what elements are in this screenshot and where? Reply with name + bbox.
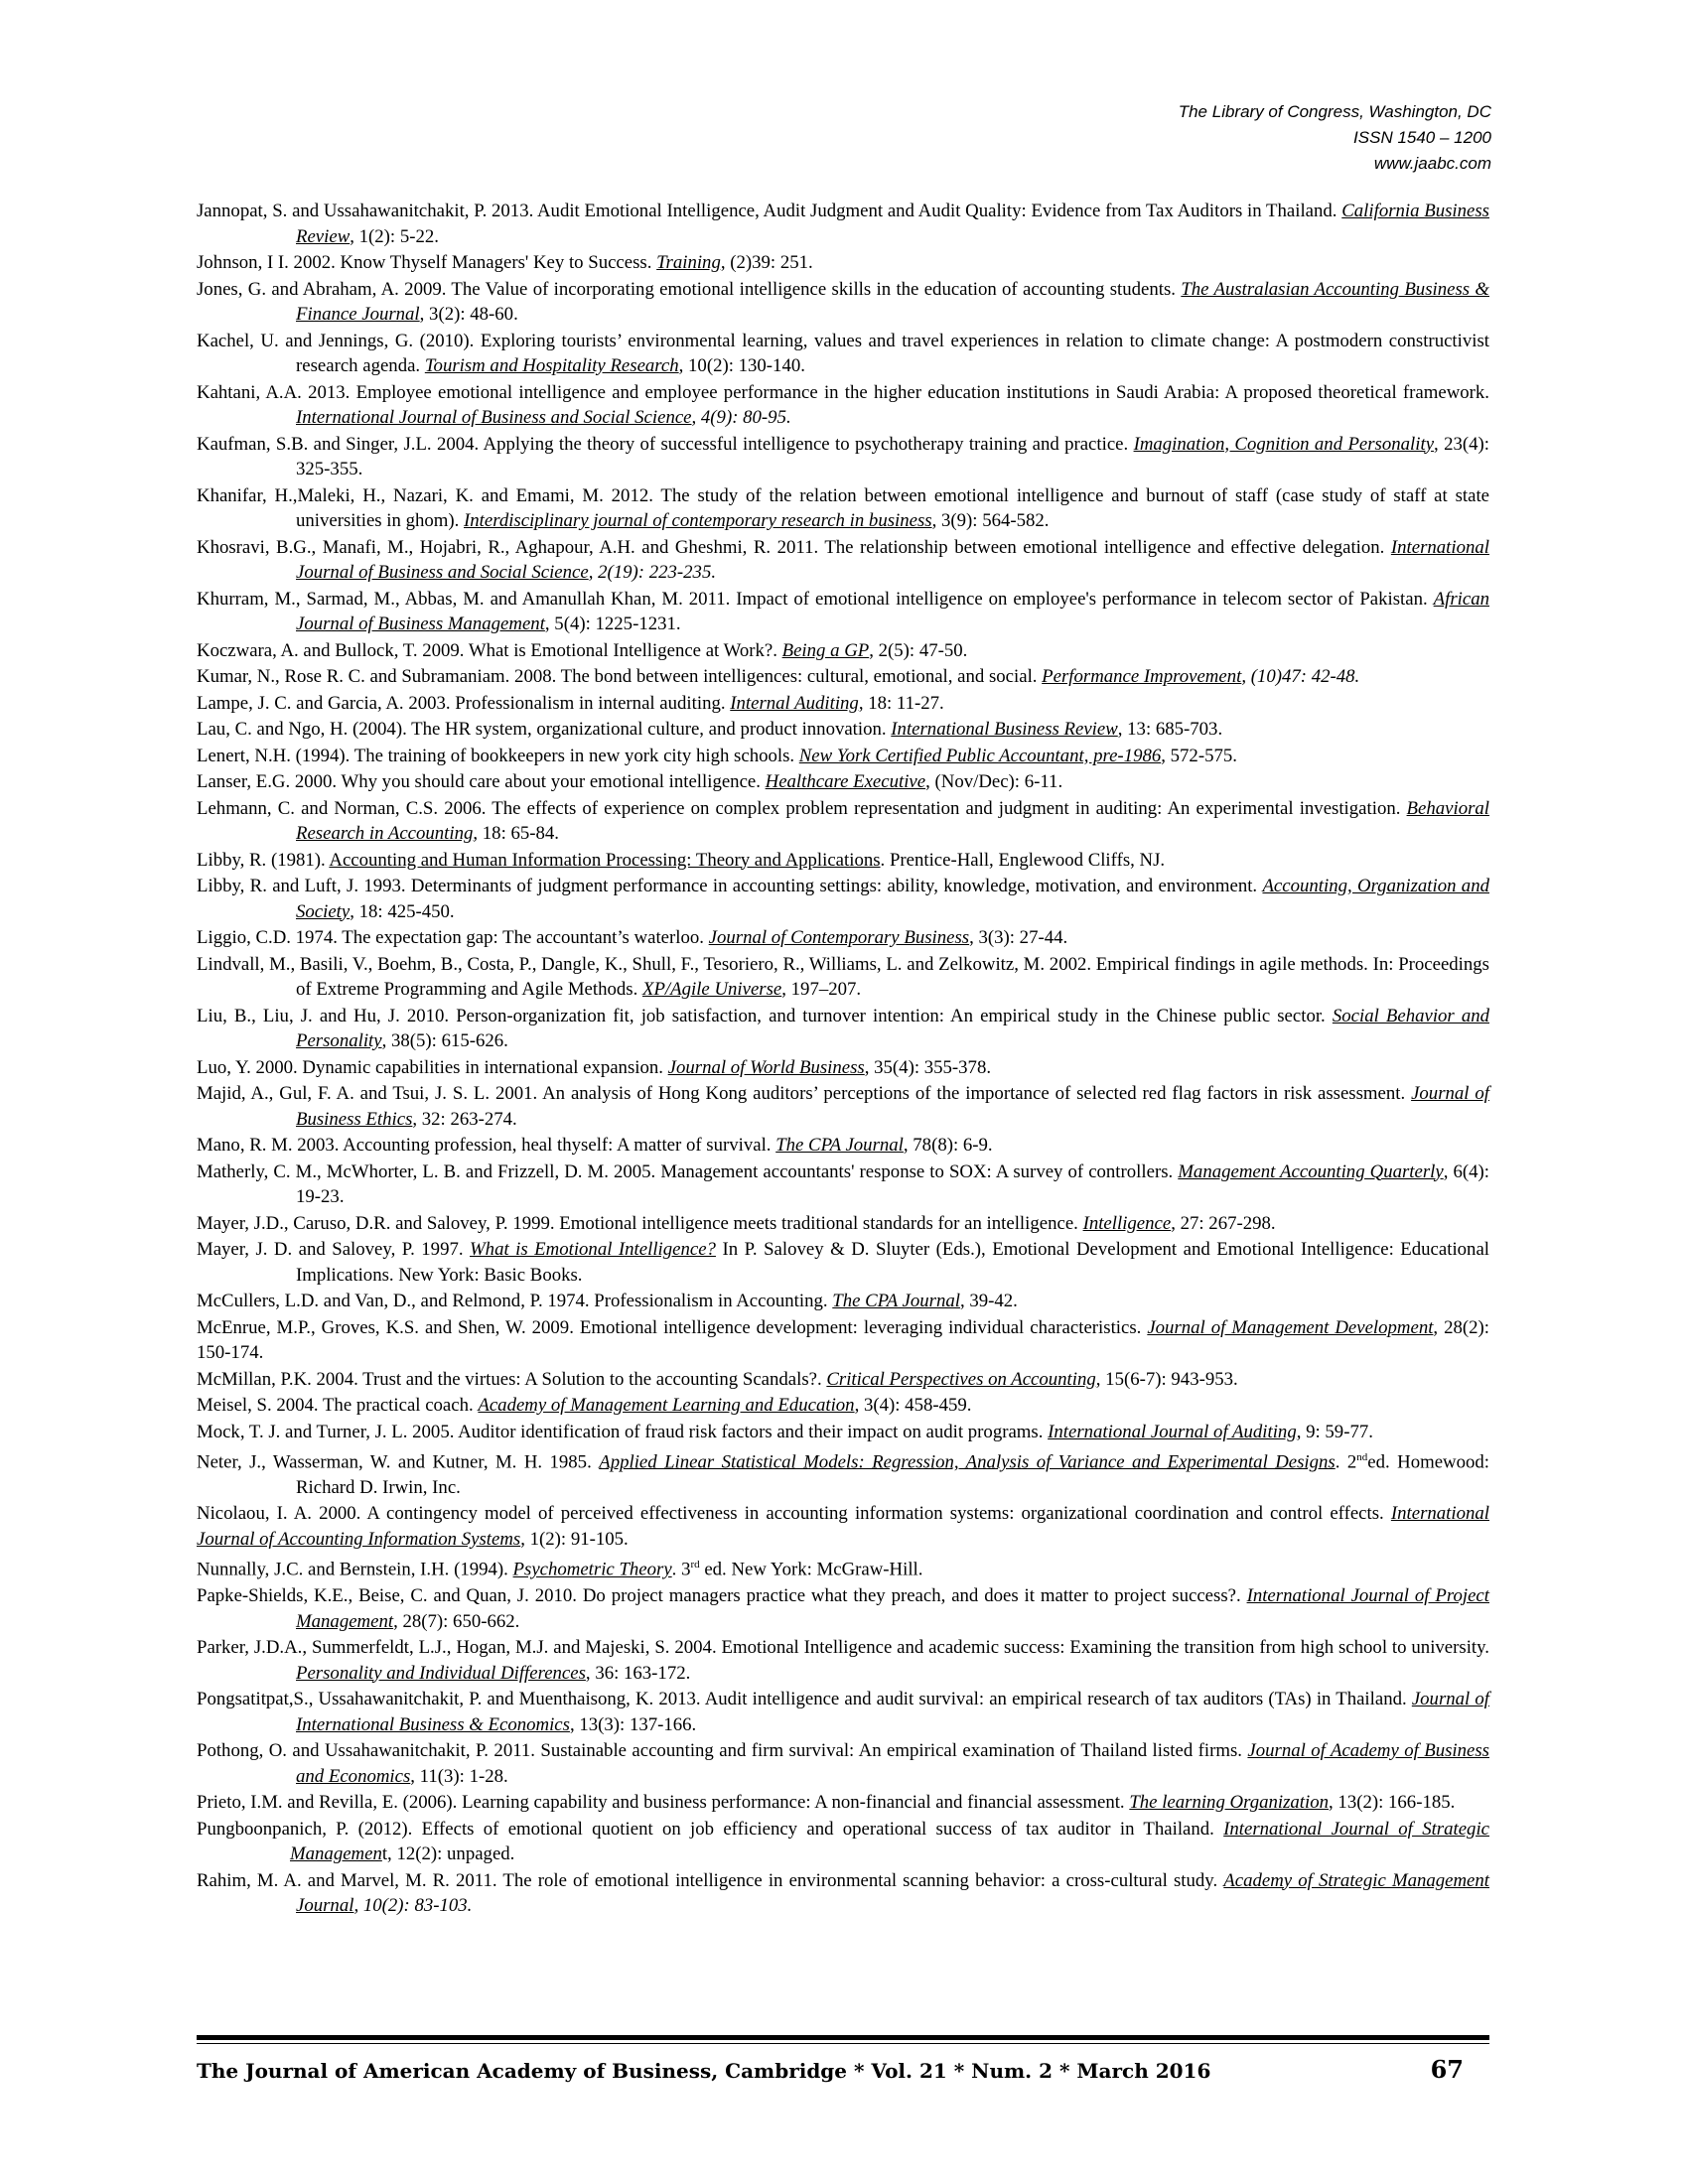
reference-volume-pages: , 5(4): 1225-1231.: [544, 614, 681, 634]
reference-volume-pages: , 2(5): 47-50.: [869, 639, 968, 661]
footer-rule-thick: [197, 2035, 1489, 2040]
reference-citation: Kachel, U. and Jennings, G. (2010). Exploring tourists’ environmental learning, values and travel experiences in relation to climate change: A postmodern constructivist research agenda.: [197, 330, 1489, 376]
reference-publisher: ed. Homewood: Richard D. Irwin, Inc.: [296, 1451, 1489, 1498]
reference-source-title: Academy of Management Learning and Education: [478, 1395, 855, 1416]
reference-entry: [197, 1583, 1489, 1634]
reference-volume-pages: , 18: 425-450.: [350, 900, 455, 922]
reference-entry: [197, 1133, 1489, 1159]
reference-entry: [197, 1635, 1489, 1686]
reference-volume-pages: . 3: [671, 1559, 691, 1580]
reference-entry: [197, 691, 1489, 717]
reference-entry: [197, 277, 1489, 328]
reference-citation: Neter, J., Wasserman, W. and Kutner, M. H. 1985.: [197, 1451, 600, 1473]
reference-volume-pages: , 36: 163-172.: [585, 1662, 691, 1684]
reference-citation: Khosravi, B.G., Manafi, M., Hojabri, R., Aghapour, A.H. and Gheshmi, R. 2011. The relationship between emotional intelligence and effective delegation.: [197, 536, 1391, 558]
reference-citation: Jones, G. and Abraham, A. 2009. The Value of incorporating emotional intelligence skills in the education of accounting students.: [197, 278, 1182, 300]
reference-entry: [197, 1790, 1489, 1816]
reference-volume-pages: , 3(3): 27-44.: [969, 927, 1068, 948]
reference-entry: [197, 1289, 1489, 1314]
reference-citation: Pothong, O. and Ussahawanitchakit, P. 2011. Sustainable accounting and firm survival: An empirical examination of Thailand listed firms.: [197, 1740, 1248, 1762]
reference-citation: Pongsatitpat,S., Ussahawanitchakit, P. and Muenthaisong, K. 2013. Audit intelligence and audit survival: an empirical research of tax auditors (TAs) in Thailand.: [197, 1689, 1412, 1710]
reference-citation: Pungboonpanich, P. (2012). Effects of emotional quotient on job efficiency and operational success of tax auditor in Thailand.: [197, 1818, 1224, 1840]
reference-source-title: Interdisciplinary journal of contemporary research in business: [464, 510, 932, 531]
reference-citation: Libby, R. (1981).: [197, 849, 330, 871]
reference-volume-pages: t, 12(2): unpaged.: [381, 1843, 515, 1865]
reference-entry: [197, 1501, 1489, 1552]
reference-source-title: Behavioral Research in Accounting: [296, 797, 1489, 844]
reference-source-title: Imagination, Cognition and Personality: [1133, 433, 1435, 455]
reference-entry: [197, 848, 1489, 874]
reference-source-title: Being a GP: [781, 639, 870, 661]
reference-list: [197, 199, 1489, 1920]
reference-volume-pages: , (Nov/Dec): 6-11.: [925, 771, 1063, 792]
reference-citation: McCullers, L.D. and Van, D., and Relmond, P. 1974. Professionalism in Accounting.: [197, 1291, 833, 1311]
reference-volume-pages: , 4(9): 80-95.: [691, 407, 791, 428]
reference-entry: [197, 717, 1489, 743]
reference-volume-pages: , 1(2): 91-105.: [520, 1528, 629, 1550]
reference-volume-pages: , 3(4): 458-459.: [854, 1395, 972, 1416]
reference-citation: McMillan, P.K. 2004. Trust and the virtues: A Solution to the accounting Scandals?.: [197, 1368, 827, 1390]
reference-entry: [197, 587, 1489, 637]
reference-entry: [197, 1081, 1489, 1132]
header-issn: ISSN 1540 – 1200: [1353, 128, 1491, 147]
reference-entry: [197, 329, 1489, 379]
reference-volume-pages: , 28(2): 150-174.: [197, 1316, 1489, 1363]
reference-source-title: New York Certified Public Accountant, pre-1986: [798, 745, 1162, 766]
reference-volume-pages: , 32: 263-274.: [412, 1108, 517, 1130]
reference-citation: Mano, R. M. 2003. Accounting profession, heal thyself: A matter of survival.: [197, 1135, 776, 1156]
reference-source-title: The Australasian Accounting Business & Finance Journal: [296, 278, 1489, 325]
reference-citation: Meisel, S. 2004. The practical coach.: [197, 1395, 479, 1416]
reference-citation: Lau, C. and Ngo, H. (2004). The HR system, organizational culture, and product innovation.: [197, 719, 892, 740]
reference-citation: Khanifar, H.,Maleki, H., Nazari, K. and Emami, M. 2012. The study of the relation between emotional intelligence and burnout of staff (case study of staff at state universities in ghom).: [197, 484, 1489, 531]
reference-citation: Kaufman, S.B. and Singer, J.L. 2004. Applying the theory of successful intelligence to psychotherapy training and practice.: [197, 433, 1134, 455]
reference-volume-pages: , 18: 65-84.: [473, 823, 559, 844]
reference-source-title: The learning Organization: [1129, 1792, 1330, 1814]
reference-volume-pages: , 10(2): 130-140.: [678, 355, 805, 376]
reference-entry: [197, 535, 1489, 586]
reference-source-title: Journal of Academy of Business and Economics: [296, 1740, 1489, 1787]
reference-citation: Kumar, N., Rose R. C. and Subramaniam. 2008. The bond between intelligences: cultural, emotional, and social.: [197, 666, 1043, 687]
reference-entry: [197, 1393, 1489, 1419]
reference-volume-pages: , (10)47: 42-48.: [1241, 666, 1360, 687]
reference-citation: Mayer, J. D. and Salovey, P. 1997.: [197, 1239, 471, 1260]
reference-source-title: International Journal of Strategic Managemen: [290, 1818, 1489, 1865]
reference-volume-pages: , 13(3): 137-166.: [569, 1713, 697, 1735]
reference-volume-pages: In P. Salovey & D. Sluyter (Eds.), Emotional Development and Emotional Intelligence: Educational Implications. New York: Basic Books.: [296, 1239, 1489, 1286]
reference-entry: [197, 796, 1489, 847]
reference-entry: [197, 1445, 1489, 1500]
reference-source-title: Journal of International Business & Economics: [296, 1689, 1490, 1735]
reference-citation: Lanser, E.G. 2000. Why you should care about your emotional intelligence.: [197, 771, 766, 792]
reference-citation: Liggio, C.D. 1974. The expectation gap: The accountant’s waterloo.: [197, 927, 709, 948]
footer-journal-info: The Journal of American Academy of Business, Cambridge * Vol. 21 * Num. 2 * March 2016: [197, 2059, 1211, 2083]
reference-citation: Koczwara, A. and Bullock, T. 2009. What is Emotional Intelligence at Work?.: [197, 639, 782, 661]
reference-entry: [197, 925, 1489, 951]
reference-volume-pages: . 2: [1335, 1451, 1357, 1473]
reference-entry: [197, 250, 1489, 276]
reference-entry: [197, 1817, 1489, 1867]
reference-entry: [197, 380, 1489, 431]
reference-source-title: Accounting and Human Information Processing: Theory and Applications: [329, 849, 881, 871]
reference-citation: McEnrue, M.P., Groves, K.S. and Shen, W. 2009. Emotional intelligence development: leveraging individual characteristics.: [197, 1316, 1148, 1338]
reference-volume-pages: , 15(6-7): 943-953.: [1095, 1368, 1238, 1390]
reference-citation: Lenert, N.H. (1994). The training of bookkeepers in new york city high schools.: [197, 745, 799, 766]
edition-superscript: rd: [690, 1559, 700, 1571]
reference-source-title: Journal of World Business: [667, 1056, 865, 1078]
reference-source-title: International Journal of Accounting Information Systems: [197, 1503, 1489, 1550]
reference-citation: Parker, J.D.A., Summerfeldt, L.J., Hogan, M.J. and Majeski, S. 2004. Emotional Intelligence and academic success: Examining the transition from high school to university.: [197, 1637, 1489, 1659]
reference-source-title: Journal of Contemporary Business: [708, 927, 970, 948]
reference-source-title: Critical Perspectives on Accounting: [826, 1368, 1096, 1390]
reference-citation: Kahtani, A.A. 2013. Employee emotional intelligence and employee performance in the higher education institutions in Saudi Arabia: A proposed theoretical framework.: [197, 381, 1489, 403]
reference-citation: Lindvall, M., Basili, V., Boehm, B., Costa, P., Dangle, K., Shull, F., Tesoriero, R., Williams, L. and Zelkowitz, M. 2002. Empirical findings in agile methods. In: Proceedings of Extreme Programming and Agile Methods.: [197, 953, 1489, 1000]
reference-citation: Matherly, C. M., McWhorter, L. B. and Frizzell, D. M. 2005. Management accountants' response to SOX: A survey of controllers.: [197, 1160, 1179, 1182]
running-header: [896, 99, 1491, 177]
reference-entry: [197, 1553, 1489, 1582]
reference-entry: [197, 952, 1489, 1003]
reference-publisher: ed. New York: McGraw-Hill.: [699, 1559, 923, 1580]
reference-citation: Liu, B., Liu, J. and Hu, J. 2010. Person-organization fit, job satisfaction, and turnover intention: An empirical study in the Chinese public sector.: [197, 1005, 1333, 1026]
reference-source-title: California Business Review: [296, 201, 1489, 247]
reference-citation: Mayer, J.D., Caruso, D.R. and Salovey, P. 1999. Emotional intelligence meets traditional standards for an intelligence.: [197, 1212, 1083, 1234]
reference-entry: [197, 1237, 1489, 1288]
reference-entry: [197, 1868, 1489, 1919]
reference-source-title: What is Emotional Intelligence?: [470, 1239, 716, 1260]
reference-entry: [197, 664, 1489, 690]
reference-source-title: Journal of Business Ethics: [296, 1083, 1490, 1130]
reference-entry: [197, 432, 1489, 482]
reference-volume-pages: , 9: 59-77.: [1296, 1421, 1373, 1442]
reference-volume-pages: , 3(9): 564-582.: [931, 510, 1050, 531]
reference-volume-pages: , 28(7): 650-662.: [393, 1610, 520, 1632]
reference-source-title: Accounting, Organization and Society: [296, 876, 1489, 922]
reference-volume-pages: , 38(5): 615-626.: [381, 1030, 508, 1051]
reference-source-title: African Journal of Business Management: [296, 588, 1489, 634]
reference-source-title: Internal Auditing: [730, 692, 859, 714]
reference-volume-pages: , 39-42.: [959, 1291, 1018, 1311]
reference-source-title: Intelligence: [1082, 1212, 1172, 1234]
reference-citation: Lampe, J. C. and Garcia, A. 2003. Professionalism in internal auditing.: [197, 692, 731, 714]
reference-volume-pages: , 3(2): 48-60.: [419, 304, 518, 325]
reference-entry: [197, 199, 1489, 249]
reference-source-title: Applied Linear Statistical Models: Regression, Analysis of Variance and Experimental Designs: [599, 1451, 1336, 1473]
reference-source-title: Personality and Individual Differences: [296, 1662, 586, 1684]
reference-source-title: Academy of Strategic Management Journal: [296, 1869, 1490, 1917]
reference-volume-pages: , 1(2): 5-22.: [350, 225, 439, 247]
reference-source-title: Healthcare Executive: [765, 771, 926, 792]
page-number: 67: [1430, 2055, 1464, 2084]
reference-source-title: International Business Review: [891, 719, 1118, 740]
footer-rule-thin: [197, 2043, 1489, 2044]
reference-entry: [197, 1211, 1489, 1237]
reference-source-title: Training: [656, 252, 721, 273]
reference-citation: Lehmann, C. and Norman, C.S. 2006. The effects of experience on complex problem representation and judgment in auditing: An experimental investigation.: [197, 797, 1407, 819]
reference-source-title: Psychometric Theory: [512, 1559, 672, 1580]
reference-citation: Johnson, I I. 2002. Know Thyself Managers' Key to Success.: [197, 252, 657, 273]
reference-volume-pages: . Prentice-Hall, Englewood Cliffs, NJ.: [880, 849, 1166, 871]
reference-source-title: Tourism and Hospitality Research: [424, 355, 679, 376]
reference-entry: [197, 1367, 1489, 1393]
reference-entry: [197, 638, 1489, 664]
page-footer: [197, 2055, 1489, 2091]
reference-entry: [197, 769, 1489, 795]
reference-volume-pages: , 572-575.: [1161, 745, 1237, 766]
reference-volume-pages: , 2(19): 223-235.: [588, 562, 717, 583]
reference-citation: Nicolaou, I. A. 2000. A contingency model of perceived effectiveness in accounting information systems: organizational coordination and control effects.: [197, 1503, 1391, 1525]
reference-source-title: Social Behavior and Personality: [296, 1005, 1489, 1051]
reference-entry: [197, 1055, 1489, 1081]
header-website: www.jaabc.com: [1373, 154, 1491, 173]
reference-volume-pages: , 10(2): 83-103.: [353, 1895, 473, 1917]
reference-citation: Papke-Shields, K.E., Beise, C. and Quan, J. 2010. Do project managers practice what they preach, and does it matter to project success?.: [197, 1585, 1247, 1607]
reference-source-title: Management Accounting Quarterly: [1178, 1160, 1444, 1182]
reference-volume-pages: , 18: 11-27.: [858, 692, 944, 714]
reference-entry: [197, 874, 1489, 924]
reference-volume-pages: , 35(4): 355-378.: [864, 1056, 992, 1078]
reference-entry: [197, 1160, 1489, 1210]
reference-entry: [197, 1315, 1489, 1366]
edition-superscript: nd: [1356, 1451, 1368, 1463]
reference-entry: [197, 1738, 1489, 1789]
reference-volume-pages: , 27: 267-298.: [1171, 1212, 1276, 1234]
reference-citation: Prieto, I.M. and Revilla, E. (2006). Learning capability and business performance: A non-financial and financial assessment.: [197, 1792, 1130, 1814]
reference-volume-pages: , (2)39: 251.: [720, 252, 813, 273]
reference-citation: Jannopat, S. and Ussahawanitchakit, P. 2013. Audit Emotional Intelligence, Audit Judgment and Audit Quality: Evidence from Tax Auditors in Thailand.: [197, 201, 1342, 221]
reference-volume-pages: , 13(2): 166-185.: [1329, 1792, 1456, 1814]
reference-entry: [197, 1004, 1489, 1054]
reference-entry: [197, 1420, 1489, 1445]
reference-citation: Libby, R. and Luft, J. 1993. Determinants of judgment performance in accounting settings: ability, knowledge, motivation, and environment.: [197, 876, 1263, 896]
reference-entry: [197, 744, 1489, 769]
reference-volume-pages: , 78(8): 6-9.: [903, 1135, 993, 1156]
reference-citation: Mock, T. J. and Turner, J. L. 2005. Auditor identification of fraud risk factors and their impact on audit programs.: [197, 1421, 1049, 1442]
reference-volume-pages: , 6(4): 19-23.: [296, 1160, 1489, 1207]
reference-volume-pages: , 11(3): 1-28.: [410, 1765, 508, 1787]
reference-source-title: Journal of Management Development: [1147, 1316, 1434, 1338]
reference-volume-pages: , 13: 685-703.: [1117, 719, 1223, 740]
reference-source-title: Performance Improvement: [1042, 666, 1242, 687]
reference-source-title: XP/Agile Universe: [641, 979, 782, 1000]
header-library: The Library of Congress, Washington, DC: [1178, 102, 1491, 121]
reference-source-title: International Journal of Business and Social Science: [296, 407, 692, 428]
reference-source-title: International Journal of Project Management: [296, 1585, 1489, 1632]
reference-citation: Rahim, M. A. and Marvel, M. R. 2011. The role of emotional intelligence in environmental scanning behavior: a cross-cultural study.: [197, 1869, 1224, 1891]
reference-citation: Nunnally, J.C. and Bernstein, I.H. (1994).: [197, 1559, 513, 1580]
reference-source-title: International Journal of Business and Social Science: [296, 536, 1489, 583]
reference-volume-pages: , 23(4): 325-355.: [296, 433, 1489, 479]
reference-citation: Luo, Y. 2000. Dynamic capabilities in international expansion.: [197, 1056, 668, 1078]
reference-entry: [197, 1687, 1489, 1737]
reference-citation: Majid, A., Gul, F. A. and Tsui, J. S. L. 2001. An analysis of Hong Kong auditors’ perceptions of the importance of selected red flag factors in risk assessment.: [197, 1083, 1412, 1104]
reference-source-title: International Journal of Auditing: [1048, 1421, 1297, 1442]
reference-volume-pages: , 197–207.: [781, 979, 862, 1000]
reference-source-title: The CPA Journal: [832, 1291, 960, 1311]
reference-entry: [197, 483, 1489, 534]
reference-citation: Khurram, M., Sarmad, M., Abbas, M. and Amanullah Khan, M. 2011. Impact of emotional intelligence on employee's performance in telecom sector of Pakistan.: [197, 588, 1434, 610]
reference-source-title: The CPA Journal: [775, 1135, 904, 1156]
